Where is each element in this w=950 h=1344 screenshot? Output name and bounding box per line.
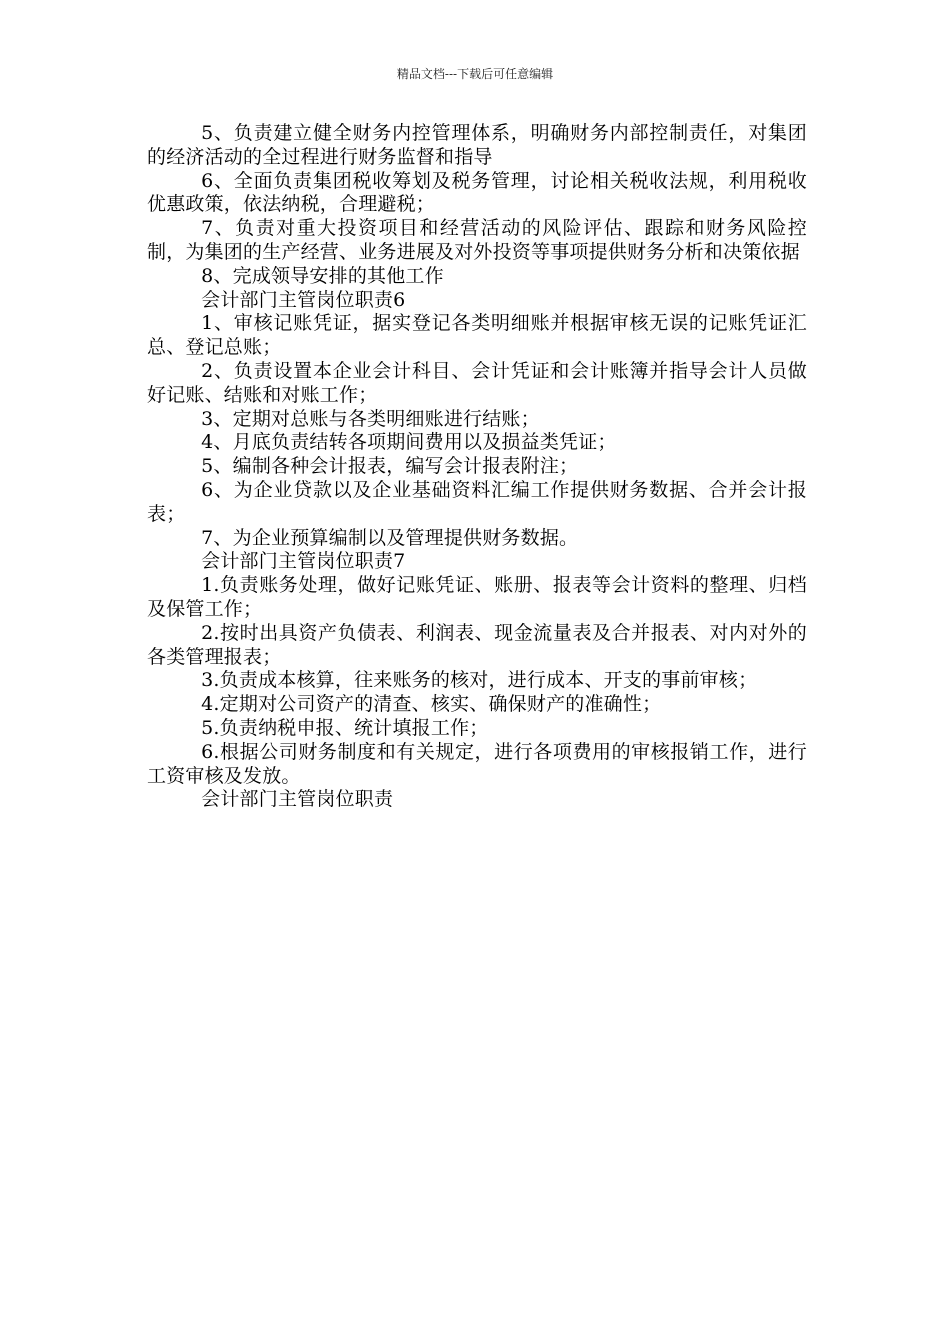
paragraph: 6.根据公司财务制度和有关规定，进行各项费用的审核报销工作，进行工资审核及发放。 xyxy=(147,740,807,787)
paragraph: 5、编制各种会计报表，编写会计报表附注； xyxy=(201,455,579,478)
page-header: 精品文档---下载后可任意编辑 xyxy=(396,67,554,81)
paragraph: 1.负责账务处理，做好记账凭证、账册、报表等会计资料的整理、归档及保管工作； xyxy=(147,574,807,620)
document-body xyxy=(147,122,807,812)
paragraph: 7、为企业预算编制以及管理提供财务数据。 xyxy=(201,526,579,549)
section-heading: 会计部门主管岗位职责 xyxy=(201,788,394,811)
paragraph: 1、审核记账凭证，据实登记各类明细账并根据审核无误的记账凭证汇总、登记总账； xyxy=(147,312,807,359)
paragraph: 7、负责对重大投资项目和经营活动的风险评估、跟踪和财务风险控制，为集团的生产经营、业务进展及对外投资等事项提供财务分析和决策依据 xyxy=(147,217,807,263)
paragraph: 2.按时出具资产负债表、利润表、现金流量表及合并报表、对内对外的各类管理报表； xyxy=(147,621,807,668)
paragraph: 3、定期对总账与各类明细账进行结账； xyxy=(201,407,540,430)
section-heading: 会计部门主管岗位职责6 xyxy=(201,288,406,311)
paragraph: 4、月底负责结转各项期间费用以及损益类凭证； xyxy=(201,431,617,454)
paragraph: 5、负责建立健全财务内控管理体系，明确财务内部控制责任，对集团的经济活动的全过程进行财务监督和指导 xyxy=(147,122,807,168)
paragraph: 2、负责设置本企业会计科目、会计凭证和会计账簿并指导会计人员做好记账、结账和对账工作； xyxy=(147,359,807,406)
paragraph: 4.定期对公司资产的清查、核实、确保财产的准确性； xyxy=(201,693,662,716)
paragraph: 6、为企业贷款以及企业基础资料汇编工作提供财务数据、合并会计报表； xyxy=(147,478,807,525)
paragraph: 8、完成领导安排的其他工作 xyxy=(201,264,444,287)
section-heading: 会计部门主管岗位职责7 xyxy=(201,550,406,573)
paragraph: 3.负责成本核算，往来账务的核对，进行成本、开支的事前审核； xyxy=(201,669,758,692)
paragraph: 5.负责纳税申报、统计填报工作； xyxy=(201,716,489,739)
paragraph: 6、全面负责集团税收筹划及税务管理，讨论相关税收法规，利用税收优惠政策，依法纳税，合理避税； xyxy=(147,169,807,216)
